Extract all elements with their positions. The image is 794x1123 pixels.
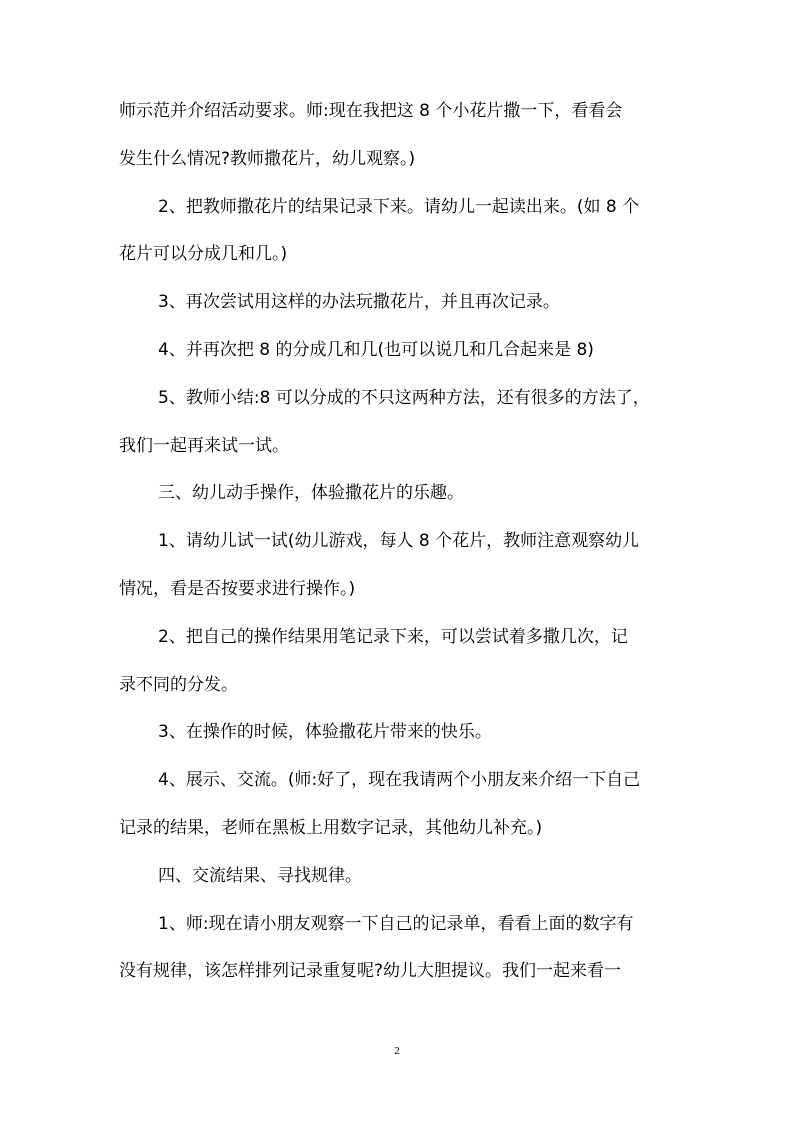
page-number: 2 [394, 1045, 400, 1057]
list-item-line: 3、在操作的时候，体验撒花片带来的快乐。 [158, 722, 492, 743]
list-item-line: 4、并再次把 8 的分成几和几(也可以说几和几合起来是 8) [158, 339, 594, 360]
list-item-line: 1、请幼儿试一试(幼儿游戏，每人 8 个花片，教师注意观察幼儿 [158, 531, 640, 552]
list-item-line: 4、展示、交流。(师:好了，现在我请两个小朋友来介绍一下自己 [158, 770, 641, 791]
section-heading: 三、幼儿动手操作，体验撒花片的乐趣。 [158, 483, 464, 504]
paragraph-line: 录不同的分发。 [119, 674, 238, 695]
paragraph-line: 花片可以分成几和几。) [119, 244, 288, 265]
section-heading: 四、交流结果、寻找规律。 [158, 865, 362, 886]
paragraph-line: 师示范并介绍活动要求。师:现在我把这 8 个小花片撒一下，看看会 [119, 101, 623, 121]
paragraph-line: 没有规律，该怎样排列记录重复呢?幼儿大胆提议。我们一起来看一 [119, 961, 622, 982]
paragraph-line: 情况，看是否按要求进行操作。) [119, 578, 356, 599]
document-body [119, 88, 679, 996]
paragraph-line: 发生什么情况?教师撒花片，幼儿观察。) [119, 148, 416, 169]
list-item-line: 2、把自己的操作结果用笔记录下来，可以尝试着多撒几次，记 [158, 626, 628, 647]
paragraph-line: 记录的结果，老师在黑板上用数字记录，其他幼儿补充。) [119, 817, 543, 838]
paragraph-line: 我们一起再来试一试。 [119, 435, 289, 456]
list-item-line: 3、再次尝试用这样的办法玩撒花片，并且再次记录。 [158, 292, 560, 313]
list-item-line: 2、把教师撒花片的结果记录下来。请幼儿一起读出来。(如 8 个 [158, 196, 640, 217]
list-item-line: 1、师:现在请小朋友观察一下自己的记录单，看看上面的数字有 [158, 913, 634, 934]
list-item-line: 5、教师小结:8 可以分成的不只这两种方法，还有很多的方法了， [158, 387, 650, 408]
